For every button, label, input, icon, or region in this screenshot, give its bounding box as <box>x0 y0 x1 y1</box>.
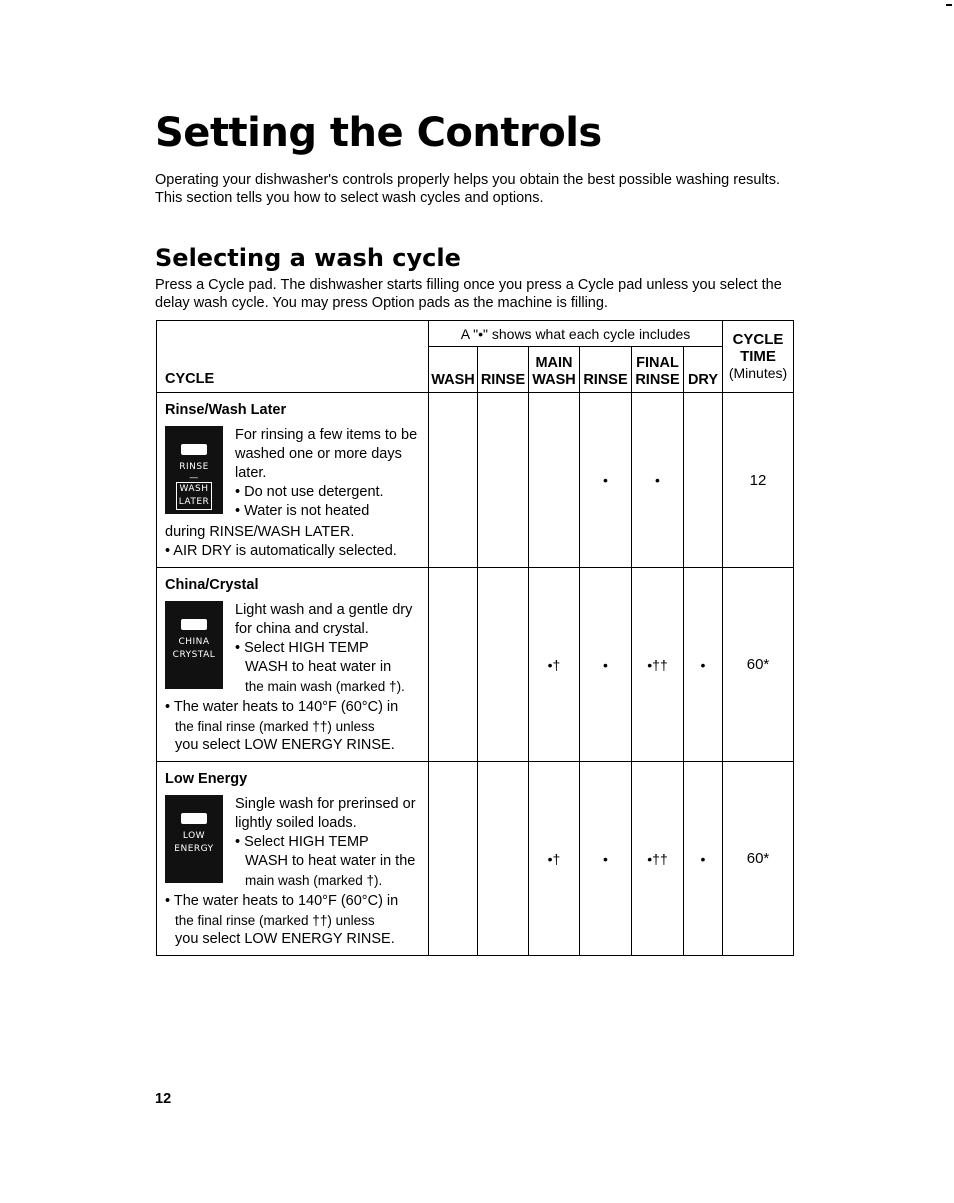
desc-line: you select LOW ENERGY RINSE. <box>175 931 395 947</box>
mark-main-wash: •† <box>529 568 580 762</box>
cycle-time: 12 <box>723 393 794 568</box>
mark-main-wash: •† <box>529 762 580 956</box>
mark-rinse-2: • <box>580 762 632 956</box>
mark-rinse <box>478 568 529 762</box>
mark-dry: • <box>684 568 723 762</box>
cycle-description <box>157 568 429 762</box>
china-crystal-pad-icon: CHINA CRYSTAL <box>165 601 223 689</box>
desc-line: the main wash (marked †). <box>245 679 405 694</box>
cycle-name: China/Crystal <box>165 577 259 593</box>
header-cycle-time <box>723 321 794 393</box>
mark-dry <box>684 393 723 568</box>
page-number: 12 <box>155 1091 172 1107</box>
header-note: A "•" shows what each cycle includes <box>429 321 723 347</box>
mark-dry: • <box>684 762 723 956</box>
cycle-name: Rinse/Wash Later <box>165 402 287 418</box>
desc-line: • Water is not heated <box>235 503 370 519</box>
desc-line: • The water heats to 140°F (60°C) in <box>165 893 399 909</box>
desc-line: during RINSE/WASH LATER. <box>165 524 355 540</box>
rinse-wash-later-pad-icon: RINSE — WASH LATER <box>165 426 223 514</box>
header-col-dry: DRY <box>684 347 723 393</box>
mark-rinse <box>478 762 529 956</box>
mark-rinse-2: • <box>580 568 632 762</box>
corner-mark <box>946 4 952 6</box>
table-row <box>157 393 794 568</box>
desc-line: For rinsing a few items to be washed one or more days later. <box>235 427 418 481</box>
desc-line: WASH to heat water in the <box>245 853 416 869</box>
mark-wash <box>429 393 478 568</box>
header-col-wash: WASH <box>429 347 478 393</box>
header-col-final-rinse: FINAL RINSE <box>632 347 684 393</box>
low-energy-pad-icon: LOW ENERGY <box>165 795 223 883</box>
header-col-rinse: RINSE <box>478 347 529 393</box>
header-col-rinse-2: RINSE <box>580 347 632 393</box>
desc-line: • Do not use detergent. <box>235 484 384 500</box>
cycle-table <box>156 320 794 956</box>
desc-line: main wash (marked †). <box>245 873 383 888</box>
section-heading: Selecting a wash cycle <box>155 244 461 272</box>
desc-line: the final rinse (marked ††) unless <box>175 719 375 734</box>
desc-line: • Select HIGH TEMP <box>235 640 369 656</box>
page-title: Setting the Controls <box>155 110 602 156</box>
cycle-name: Low Energy <box>165 771 248 787</box>
table-row <box>157 762 794 956</box>
desc-line: • Select HIGH TEMP <box>235 834 369 850</box>
header-cycle: CYCLE <box>157 321 429 393</box>
header-time-line3: (Minutes) <box>728 365 788 381</box>
mark-wash <box>429 568 478 762</box>
cycle-description <box>157 762 429 956</box>
mark-rinse-2: • <box>580 393 632 568</box>
intro-paragraph: Operating your dishwasher's controls properly helps you obtain the best possible washing results. This section tells you how to select wash cycles and options. <box>155 172 780 206</box>
desc-line: Single wash for prerinsed or lightly soiled loads. <box>235 796 416 831</box>
mark-wash <box>429 762 478 956</box>
desc-line: • AIR DRY is automatically selected. <box>165 543 397 559</box>
cycle-description <box>157 393 429 568</box>
mark-final-rinse: •†† <box>632 762 684 956</box>
desc-line: WASH to heat water in <box>245 659 392 675</box>
header-time-line2: TIME <box>740 348 776 365</box>
desc-line: • The water heats to 140°F (60°C) in <box>165 699 399 715</box>
header-time-line1: CYCLE <box>732 331 784 348</box>
mark-main-wash <box>529 393 580 568</box>
desc-line: Light wash and a gentle dry for china and crystal. <box>235 602 413 637</box>
mark-rinse <box>478 393 529 568</box>
mark-final-rinse: •†† <box>632 568 684 762</box>
table-row <box>157 568 794 762</box>
cycle-time: 60* <box>723 568 794 762</box>
desc-line: the final rinse (marked ††) unless <box>175 913 375 928</box>
mark-final-rinse: • <box>632 393 684 568</box>
section-paragraph: Press a Cycle pad. The dishwasher starts filling once you press a Cycle pad unless you select the delay wash cycle. You may press Option pads as the machine is filling. <box>155 277 782 311</box>
cycle-time: 60* <box>723 762 794 956</box>
header-col-main-wash: MAIN WASH <box>529 347 580 393</box>
desc-line: you select LOW ENERGY RINSE. <box>175 737 395 753</box>
